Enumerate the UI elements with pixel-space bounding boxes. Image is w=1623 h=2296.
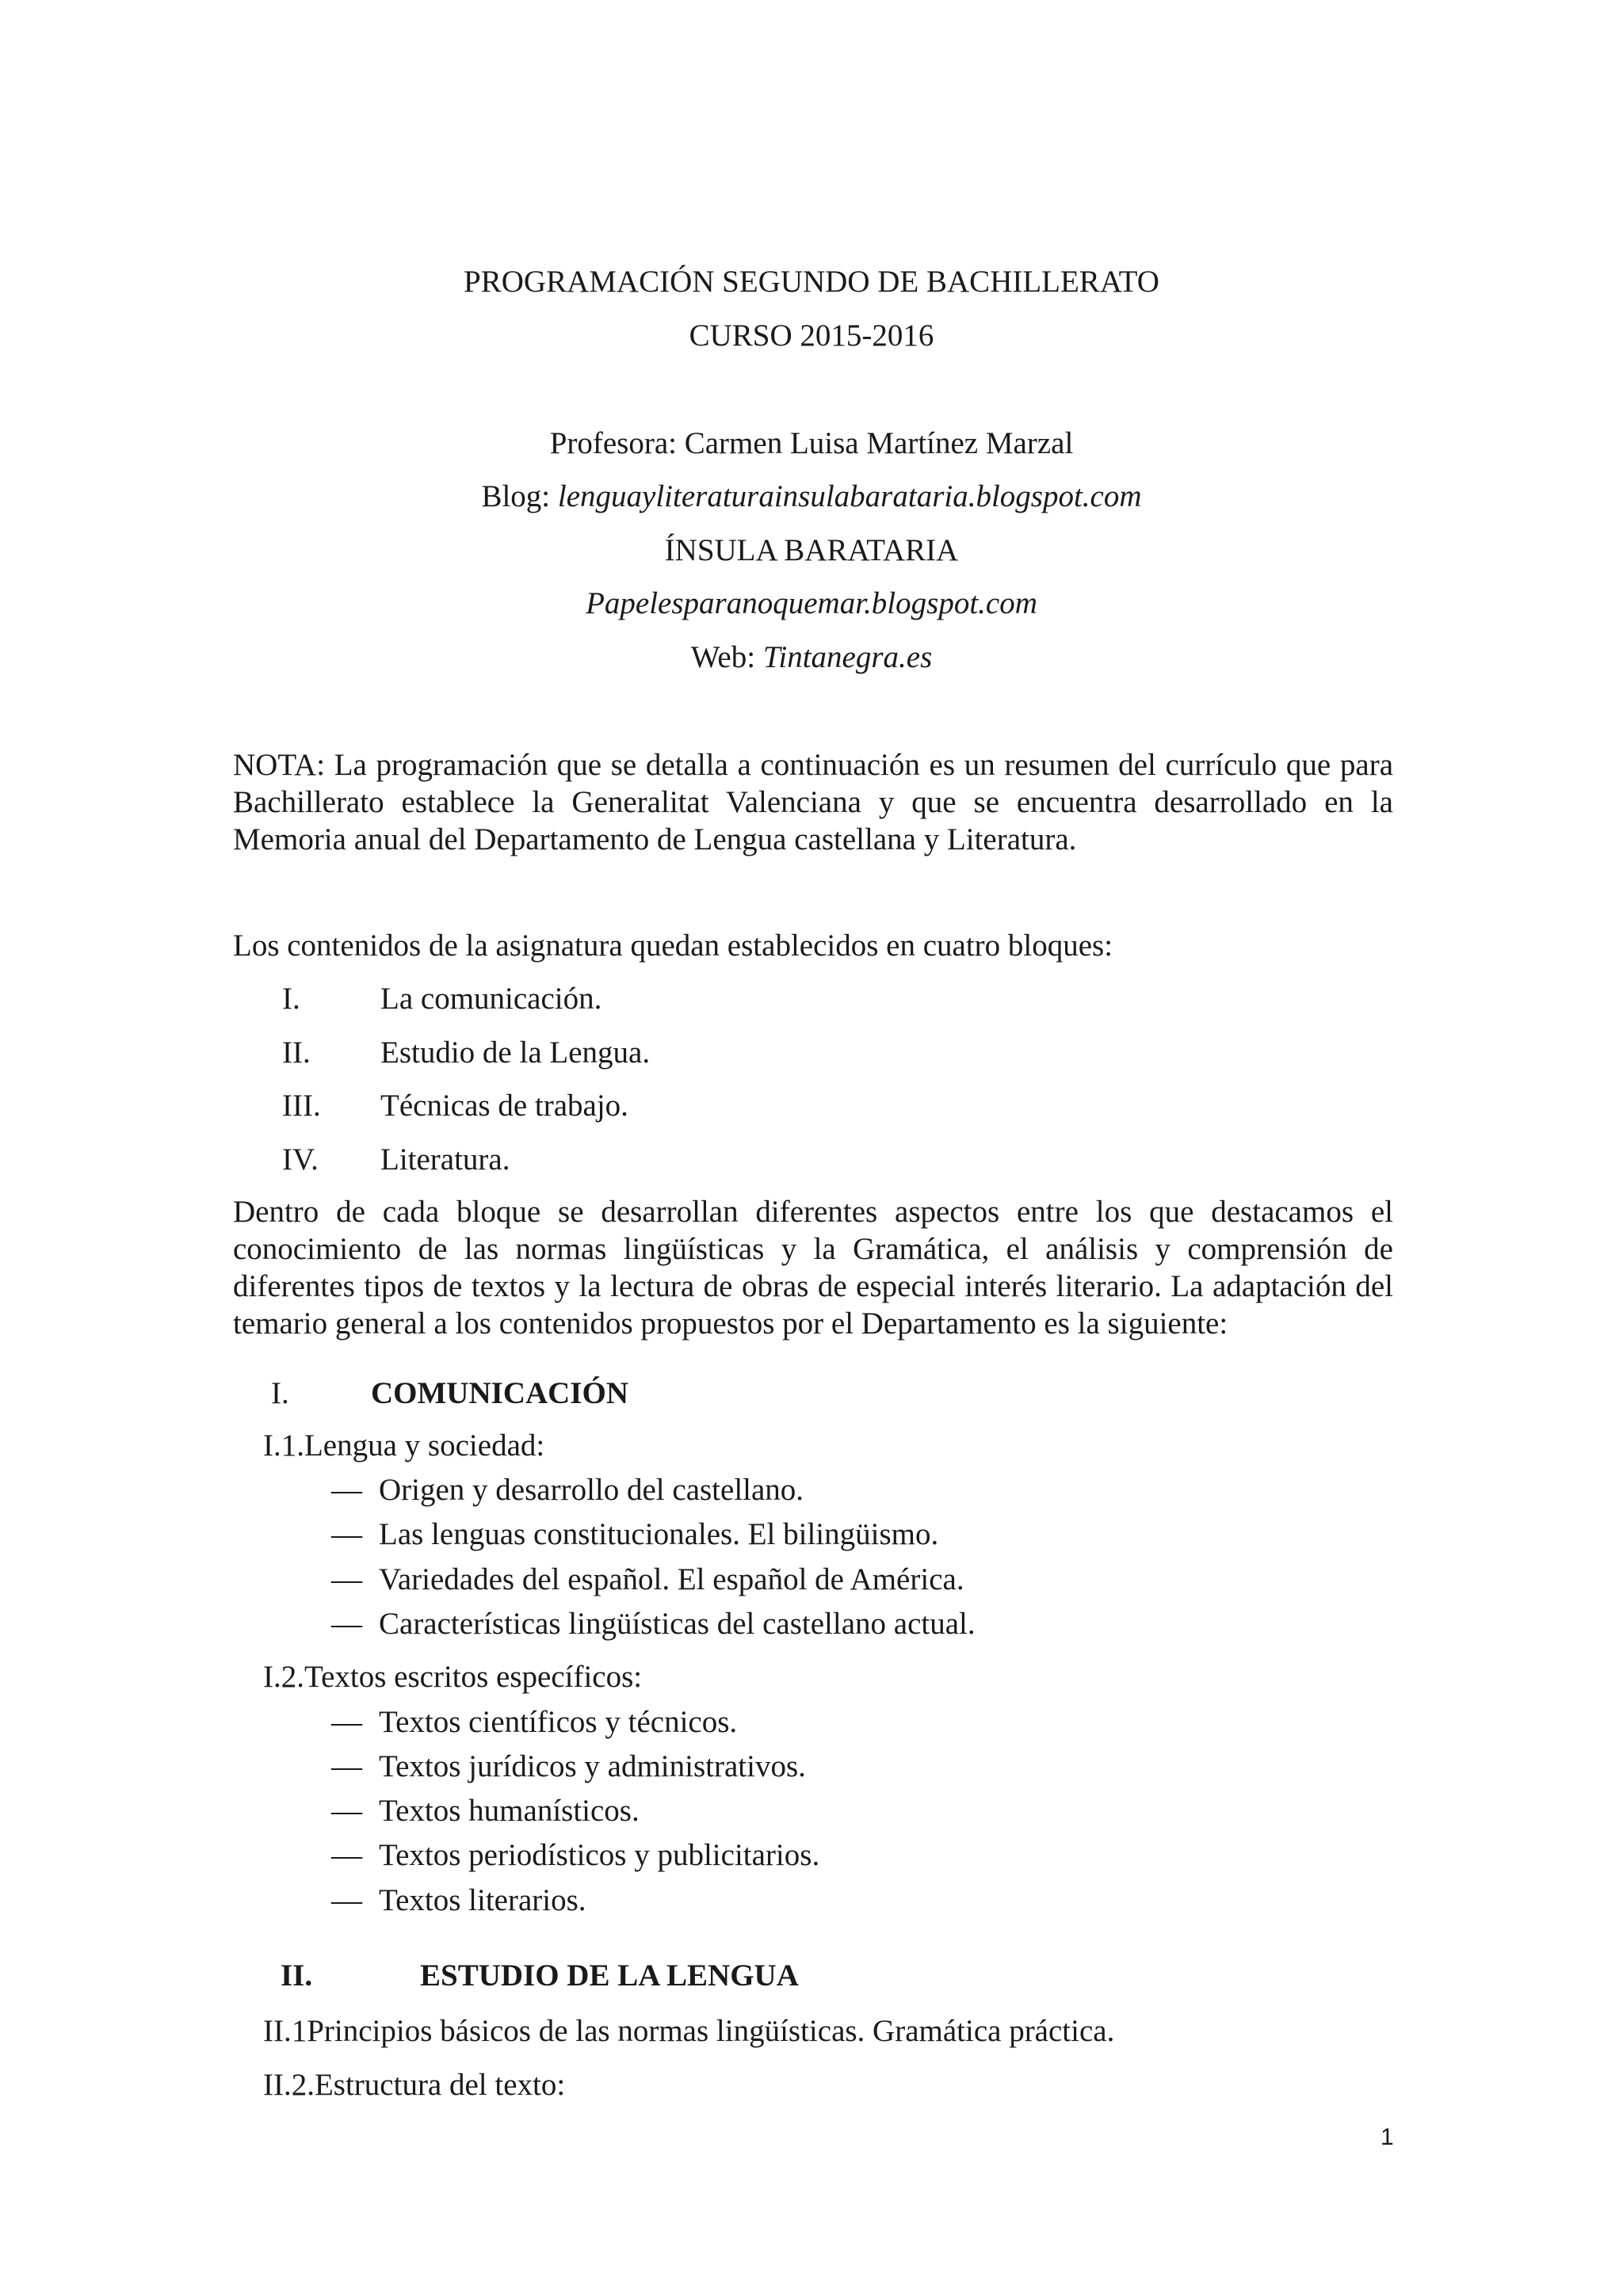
list-item: Textos jurídicos y administrativos.: [379, 1749, 806, 1783]
block-number: IV.: [282, 1142, 319, 1177]
subsection-title: I.1.Lengua y sociedad:: [263, 1428, 545, 1463]
second-blog-url[interactable]: Papelesparanoquemar.blogspot.com: [586, 586, 1037, 620]
dash-bullet: —: [331, 1473, 362, 1507]
blog-label: Blog:: [481, 479, 558, 513]
list-item: Variedades del español. El español de América.: [379, 1562, 964, 1596]
block-number: III.: [282, 1089, 321, 1123]
list-item: Textos humanísticos.: [379, 1794, 640, 1828]
dash-bullet: —: [331, 1838, 362, 1872]
document-title: PROGRAMACIÓN SEGUNDO DE BACHILLERATO: [464, 265, 1159, 299]
dash-bullet: —: [331, 1749, 362, 1783]
section-title: ESTUDIO DE LA LENGUA: [420, 1958, 799, 1993]
web-url[interactable]: Tintanegra.es: [762, 640, 933, 674]
list-item: Textos literarios.: [379, 1883, 586, 1917]
section-number: II.: [281, 1958, 313, 1993]
dash-bullet: —: [331, 1517, 362, 1551]
dash-bullet: —: [331, 1883, 362, 1917]
note-paragraph: NOTA: La programación que se detalla a continuación es un resumen del currículo que para Bachillerato establece la Generalitat Valenciana y que se encuentra desarrollado en la Memoria anual del Departamento de Lengua castellana y Literatura.: [233, 748, 1393, 856]
block-label: La comunicación.: [380, 982, 602, 1016]
blog-line: [0, 478, 1623, 516]
subsection-title: I.2.Textos escritos específicos:: [263, 1660, 643, 1694]
section-title: COMUNICACIÓN: [371, 1376, 628, 1410]
development-paragraph: Dentro de cada bloque se desarrollan diferentes aspectos entre los que destacamos el conocimiento de las normas lingüísticas y la Gramática, el análisis y comprensión de diferentes tipos de textos y la lectura de obras de especial interés literario. La adaptación del temario general a los contenidos propuestos por el Departamento es la siguiente:: [233, 1195, 1393, 1341]
blog-url[interactable]: lenguayliteraturainsulabarataria.blogspot.com: [557, 479, 1142, 513]
dash-bullet: —: [331, 1607, 362, 1641]
block-label: Técnicas de trabajo.: [380, 1089, 628, 1123]
dash-bullet: —: [331, 1705, 362, 1739]
subsection-title: II.1Principios básicos de las normas lingüísticas. Gramática práctica.: [263, 2014, 1115, 2048]
teacher-name: Profesora: Carmen Luisa Martínez Marzal: [549, 426, 1074, 460]
list-item: Textos científicos y técnicos.: [379, 1705, 738, 1739]
list-item: Las lenguas constitucionales. El bilingüismo.: [379, 1517, 939, 1551]
blocks-intro: Los contenidos de la asignatura quedan establecidos en cuatro bloques:: [233, 929, 1113, 963]
list-item: Textos periodísticos y publicitarios.: [379, 1838, 820, 1872]
web-line: [0, 639, 1623, 677]
list-item: Características lingüísticas del castellano actual.: [379, 1607, 976, 1641]
dash-bullet: —: [331, 1794, 362, 1828]
block-number: I.: [282, 982, 300, 1016]
page-number: 1: [1381, 2124, 1394, 2150]
list-item: Origen y desarrollo del castellano.: [379, 1473, 804, 1507]
dash-bullet: —: [331, 1562, 362, 1596]
block-label: Literatura.: [380, 1142, 510, 1177]
block-label: Estudio de la Lengua.: [380, 1035, 651, 1070]
blog-name: ÍNSULA BARATARIA: [664, 533, 959, 567]
web-label: Web:: [690, 640, 763, 674]
subsection-title: II.2.Estructura del texto:: [263, 2068, 566, 2102]
block-number: II.: [282, 1035, 311, 1070]
course-year: CURSO 2015-2016: [689, 318, 934, 353]
section-number: I.: [271, 1376, 289, 1410]
